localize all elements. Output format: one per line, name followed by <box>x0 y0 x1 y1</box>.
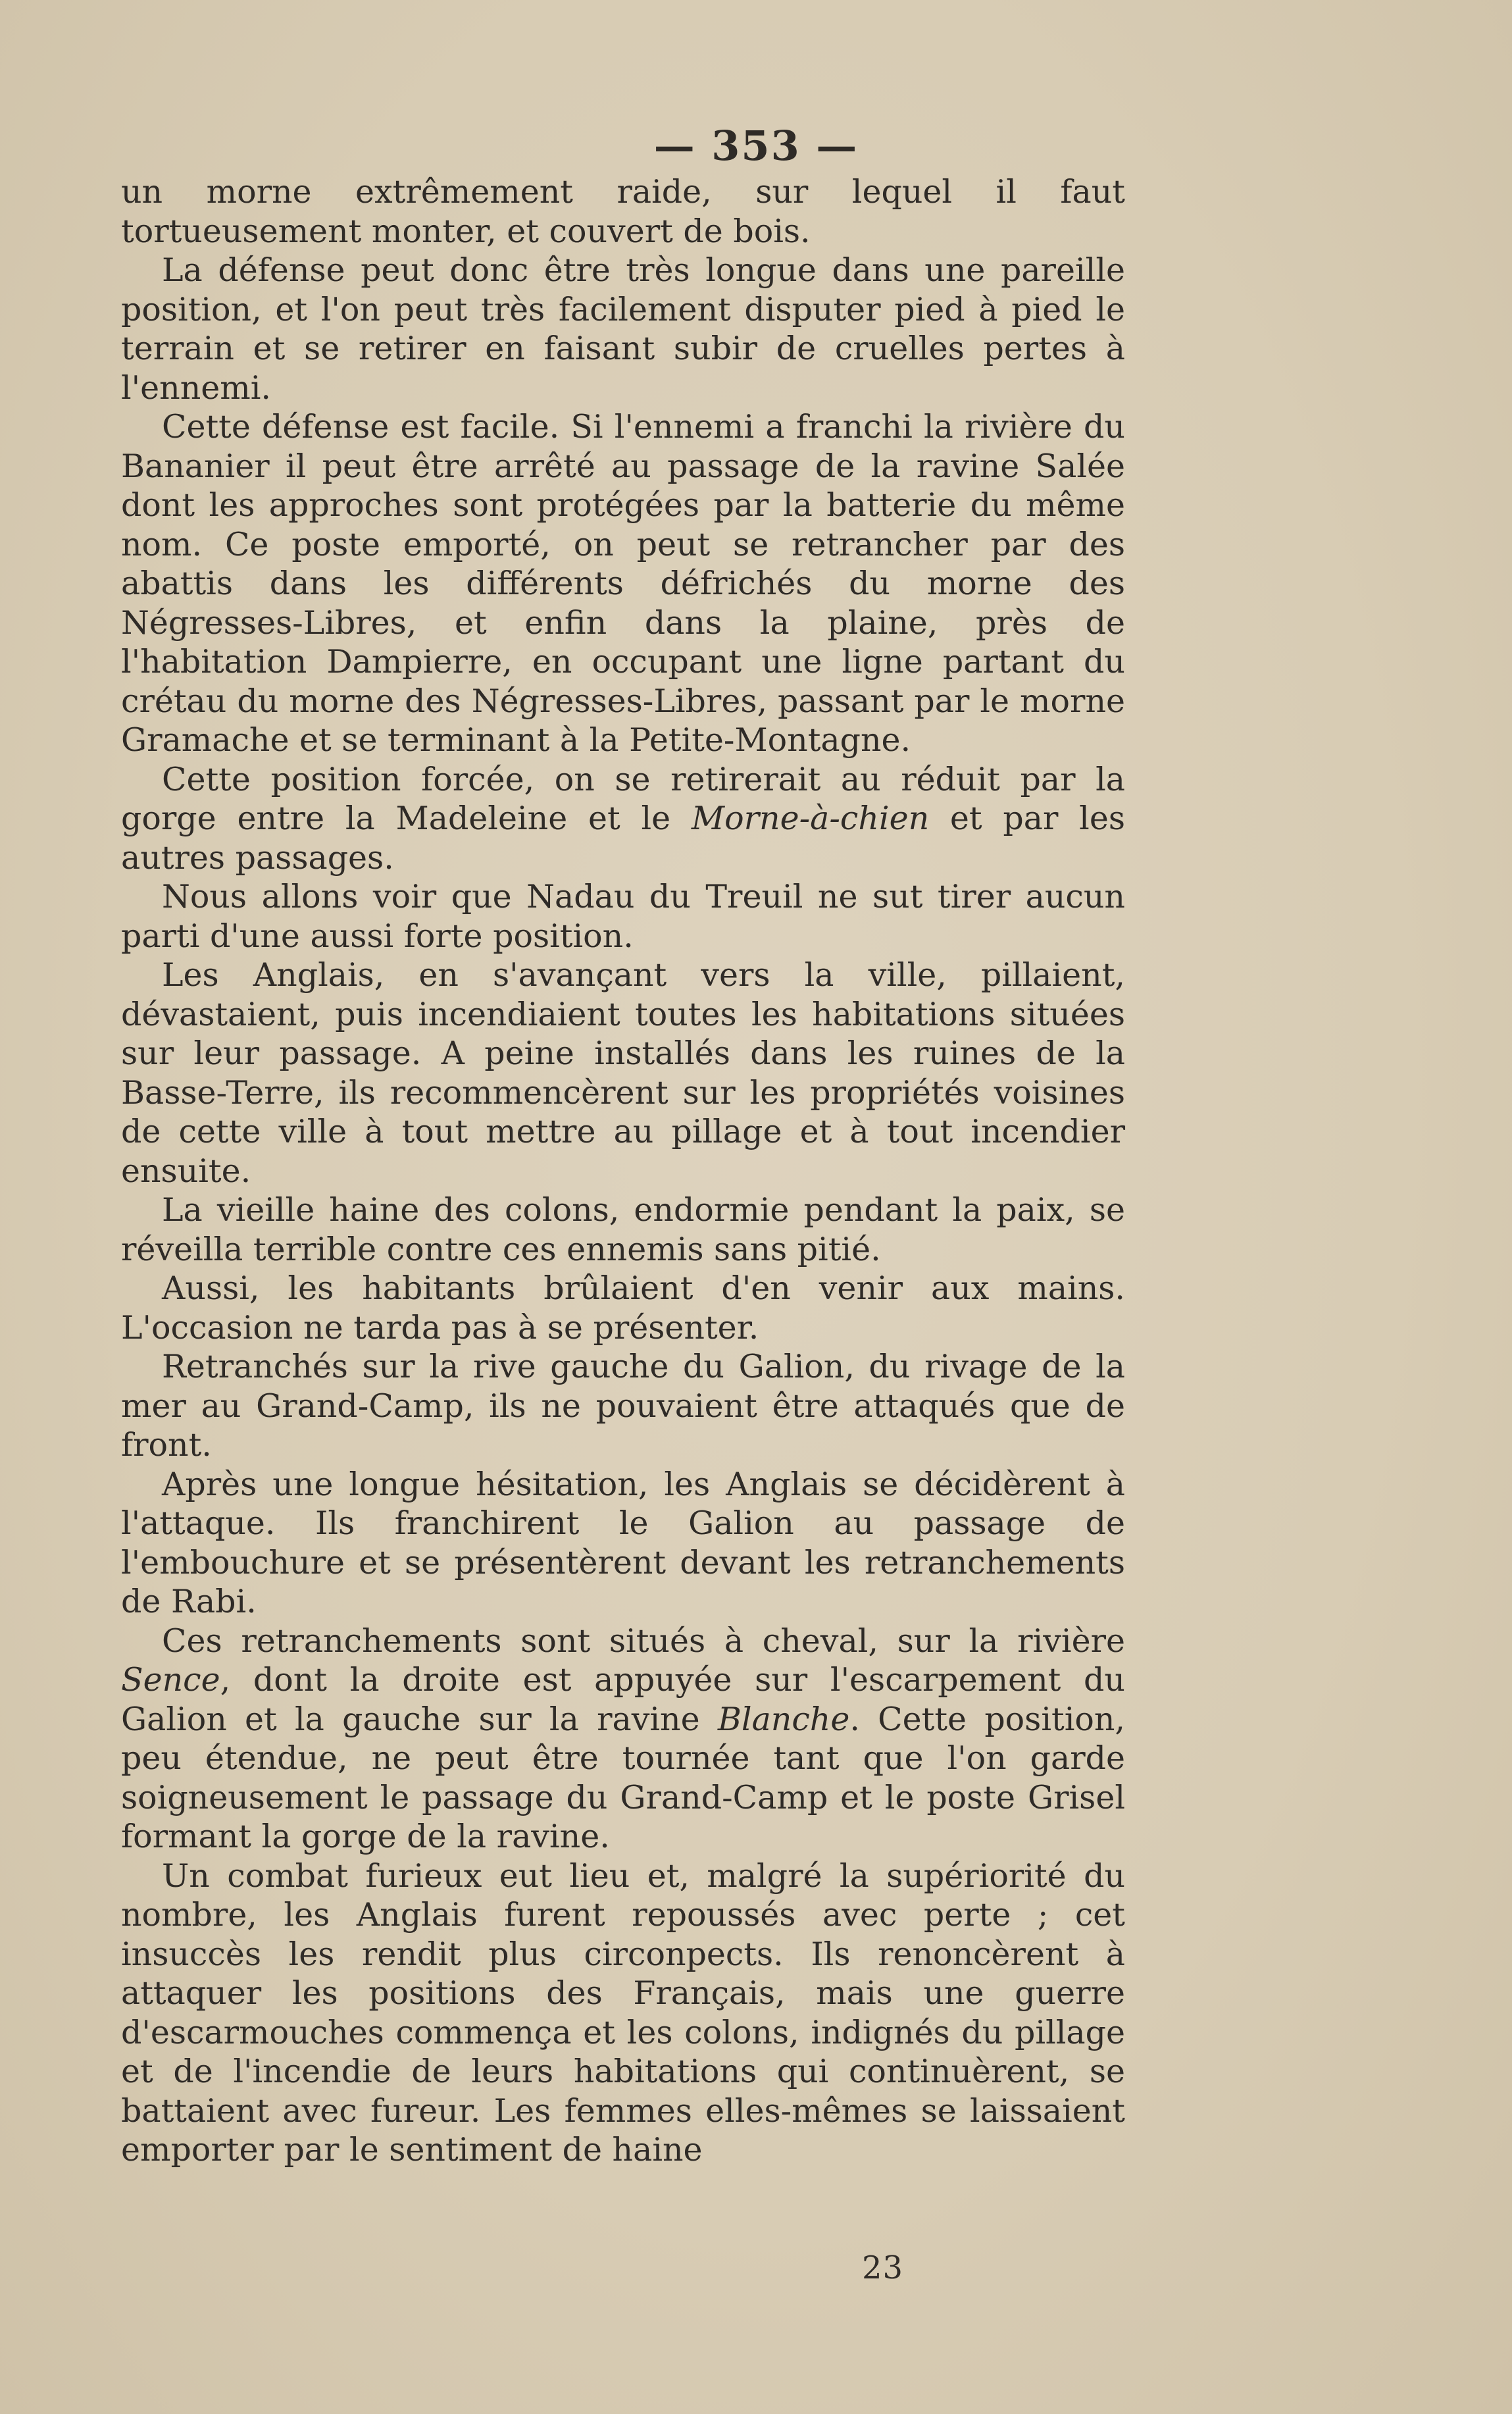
paragraph <box>121 1347 1125 1465</box>
paragraph <box>121 877 1125 956</box>
text-run: Ces retranchements sont situés à cheval, sur la rivière <box>162 1622 1125 1660</box>
text-run: Aussi, les habitants brûlaient d'en venir aux mains. L'occasion ne tarda pas à se présenter. <box>121 1270 1125 1347</box>
signature-mark: 23 <box>862 2249 904 2286</box>
paragraph <box>121 251 1125 407</box>
text-run: Cette défense est facile. Si l'ennemi a franchi la rivière du Bananier il peut être arrêté au passage de la ravine Salée dont les approches sont protégées par la batterie du même nom. Ce poste emporté, on peut se retrancher par des abattis dans les différents défrichés du morne des Négresses-Libres, et enfin dans la plaine, près de l'habitation Dampierre, en occupant une ligne partant du crétau du morne des Négresses-Libres, passant par le morne Gramache et se terminant à la Petite-Montagne. <box>121 408 1125 759</box>
text-run: Les Anglais, en s'avançant vers la ville, pillaient, dévastaient, puis incendiaient toutes les habitations situées sur leur passage. A peine installés dans les ruines de la Basse-Terre, ils recommencèrent sur les propriétés voisines de cette ville à tout mettre au pillage et à tout incendier ensuite. <box>121 956 1125 1190</box>
text-run: Retranchés sur la rive gauche du Galion, du rivage de la mer au Grand-Camp, ils ne pouvaient être attaqués que de front. <box>121 1348 1125 1464</box>
body-text <box>121 172 1125 2170</box>
paragraph <box>121 1191 1125 1269</box>
text-run: . Cette position, peu étendue, ne peut être tournée tant que l'on garde soigneusement le passage du Grand-Camp et le poste Grisel formant la gorge de la ravine. <box>121 1700 1126 1855</box>
italic-term: Blanche <box>717 1700 850 1738</box>
text-run: La vieille haine des colons, endormie pendant la paix, se réveilla terrible contre ces ennemis sans pitié. <box>121 1191 1125 1268</box>
text-run: Cette position forcée, on se retirerait au réduit par la gorge entre la Madeleine et le <box>121 760 1125 837</box>
paragraph <box>121 1269 1125 1347</box>
text-run: et par les autres passages. <box>121 800 1125 877</box>
paragraph <box>121 1857 1125 2170</box>
italic-term: Morne-à-chien <box>691 800 930 837</box>
paragraph <box>121 956 1125 1191</box>
text-run: Après une longue hésitation, les Anglais se décidèrent à l'attaque. Ils franchirent le Galion au passage de l'embouchure et se présentèrent devant les retranchements de Rabi. <box>121 1465 1125 1620</box>
text-run: La défense peut donc être très longue dans une pareille position, et l'on peut très facilement disputer pied à pied le terrain et se retirer en faisant subir de cruelles pertes à l'ennemi. <box>121 251 1125 407</box>
paragraph <box>121 407 1125 760</box>
text-run: Un combat furieux eut lieu et, malgré la supériorité du nombre, les Anglais furent repoussés avec perte ; cet insuccès les rendit plus circonpects. Ils renoncèrent à attaquer les positions des Français, mais une guerre d'escarmouches commença et les colons, indignés du pillage et de l'incendie de leurs habitations qui continuèrent, se battaient avec fureur. Les femmes elles-mêmes se laissaient emporter par le sentiment de haine <box>121 1857 1125 2169</box>
paragraph <box>121 1465 1125 1622</box>
page-number: — 353 — <box>653 122 859 170</box>
paragraph <box>121 760 1125 878</box>
italic-term: Sence <box>121 1661 220 1699</box>
paragraph <box>121 172 1125 251</box>
text-run: un morne extrêmement raide, sur lequel il faut tortueusement monter, et couvert de bois. <box>121 173 1125 250</box>
paragraph <box>121 1622 1125 1857</box>
text-run: , dont la droite est appuyée sur l'escarpement du Galion et la gauche sur la ravine <box>121 1661 1125 1738</box>
text-run: Nous allons voir que Nadau du Treuil ne sut tirer aucun parti d'une aussi forte position. <box>121 878 1125 955</box>
